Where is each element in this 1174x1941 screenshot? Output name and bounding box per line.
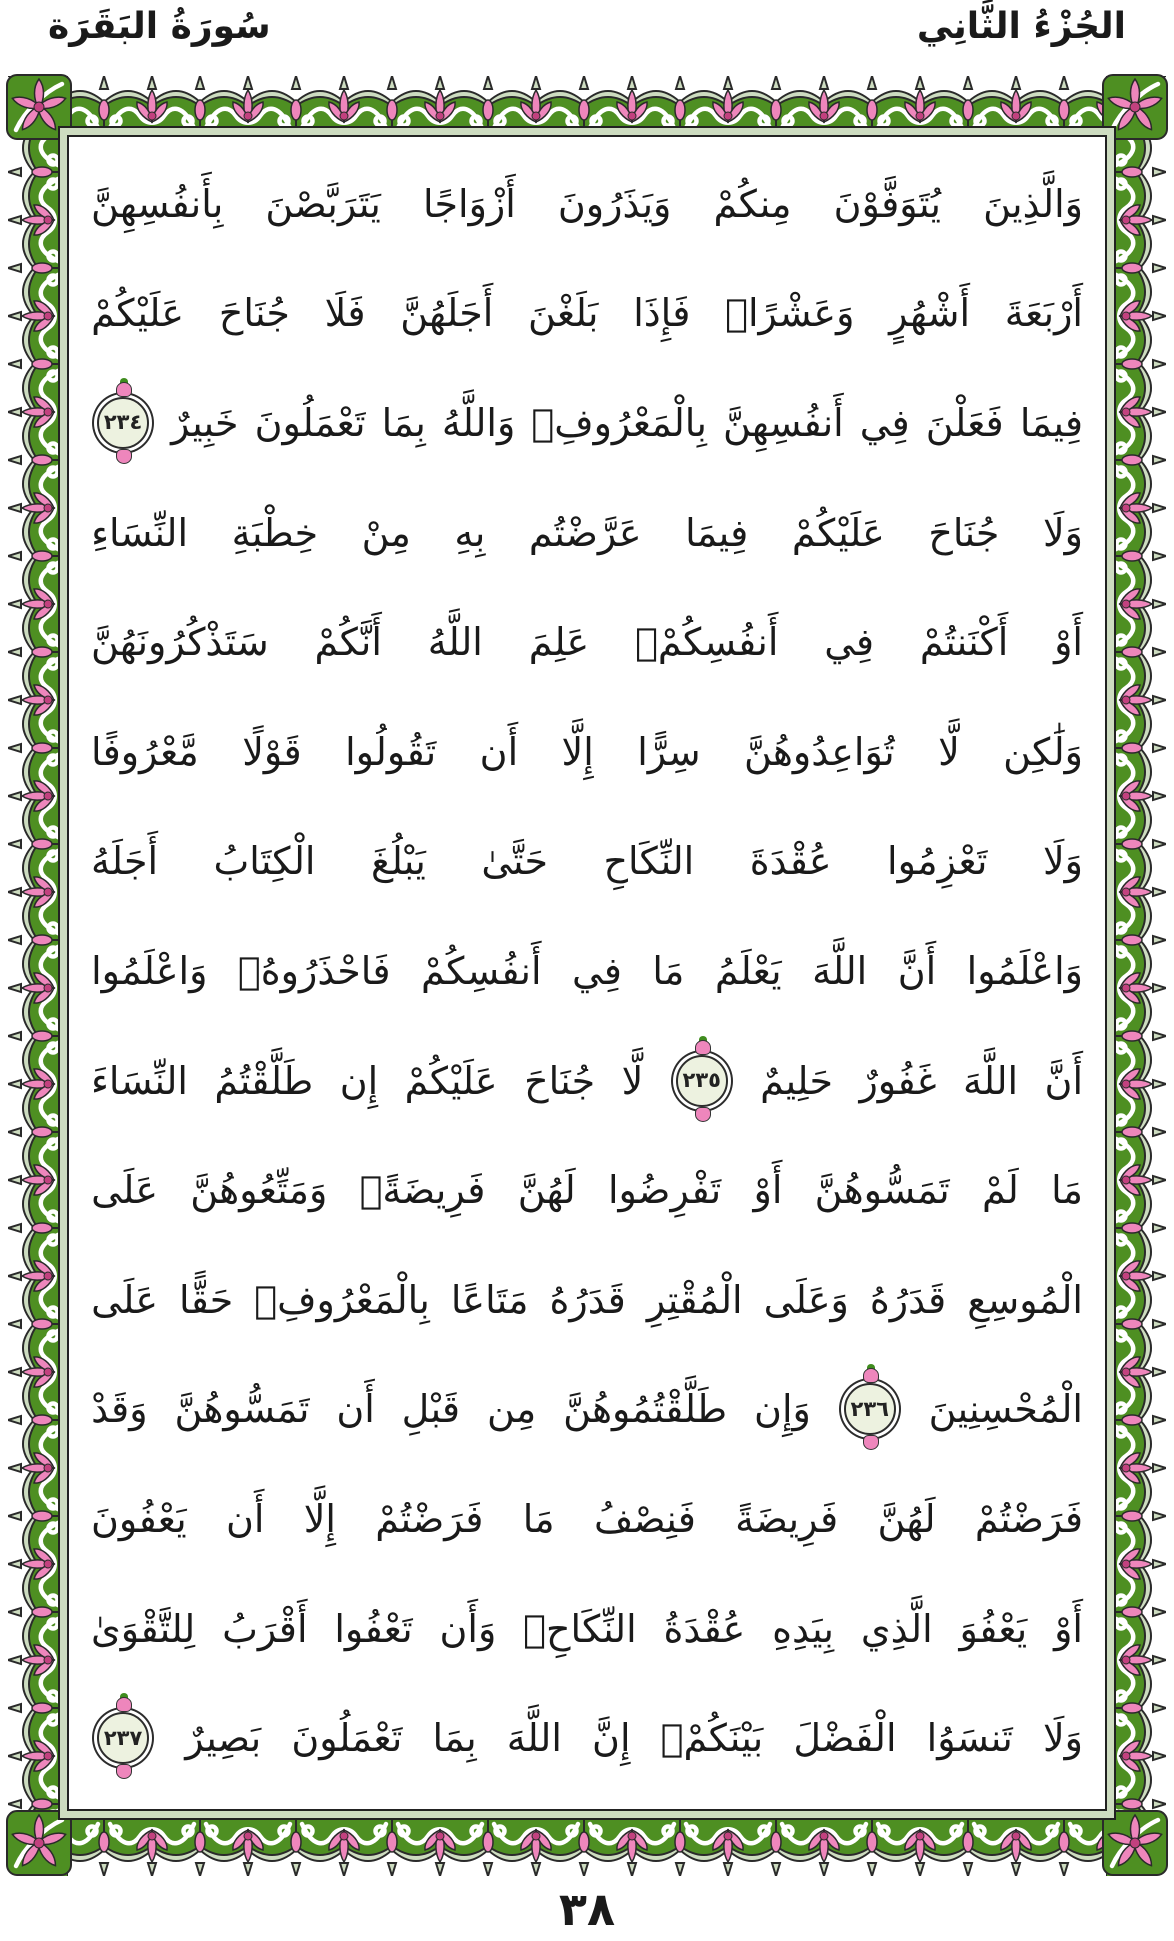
quran-word: وَالَّذِينَ — [983, 181, 1083, 226]
quran-word: مَا — [652, 948, 685, 993]
quran-word: تَفْرِضُوا — [607, 1168, 722, 1213]
quran-word: بَيْنَكُمْۚ — [660, 1716, 764, 1761]
quran-word: تَنسَوُا — [926, 1716, 1013, 1761]
quran-word: تَعْزِمُوا — [887, 839, 988, 884]
quran-word: وَأَن — [439, 1606, 497, 1651]
quran-word: يَعْلَمُ — [714, 948, 782, 993]
quran-word: بَلَغْنَ — [528, 291, 599, 336]
quran-word: أَرْبَعَةَ — [1004, 291, 1083, 336]
quran-word: عَلَيْكُمْ — [91, 291, 185, 336]
quran-word: الَّذِي — [860, 1606, 933, 1651]
quran-word: قَدَرُهُ — [869, 1277, 947, 1322]
quran-word: اللَّهَ — [812, 948, 868, 993]
quran-word: تَعْمَلُونَ — [254, 400, 366, 445]
quran-word: غَفُورٌ — [859, 1058, 937, 1103]
quran-word: مِنْ — [361, 510, 411, 555]
verse-end-marker — [844, 1383, 896, 1435]
quran-word: وَمَتِّعُوهُنَّ — [190, 1168, 328, 1213]
quran-word: يَتَرَبَّصْنَ — [265, 181, 381, 226]
quran-word: فَنِصْفُ — [593, 1496, 696, 1541]
quran-word: لِلتَّقْوَىٰ — [91, 1606, 196, 1651]
quran-word: أَقْرَبُ — [222, 1606, 308, 1651]
quran-word: أَنفُسِكُمْۚ — [635, 620, 779, 665]
quran-word: مِنكُمْ — [713, 181, 792, 226]
quran-word: الْكِتَابُ — [213, 839, 316, 884]
quran-word: النِّسَاءِ — [91, 510, 189, 555]
quran-line — [91, 916, 1083, 1026]
quran-word: فَرِيضَةًۚ — [359, 1168, 486, 1213]
quran-word: تَمَسُّوهُنَّ — [174, 1387, 310, 1432]
quran-word: حَقًّا — [179, 1277, 234, 1322]
quran-word: فَرِيضَةً — [735, 1496, 839, 1541]
quran-word: أَوْ — [753, 1168, 783, 1213]
quran-word: بِمَا — [381, 400, 426, 445]
quran-word: فِي — [859, 400, 910, 445]
quran-word: فَرَضْتُمْ — [375, 1496, 484, 1541]
quran-line — [91, 1355, 1083, 1465]
quran-word: بِالْمَعْرُوفِۗ — [531, 400, 707, 445]
quran-word: فَلَا — [324, 291, 366, 336]
quran-word: أَن — [225, 1496, 265, 1541]
quran-word: أَنفُسِهِنَّ — [723, 400, 844, 445]
quran-word: أَوْ — [1054, 620, 1083, 665]
quran-word: طَلَّقْتُمُ — [214, 1058, 314, 1103]
border-band-bottom — [8, 1816, 1166, 1876]
quran-word: مَتَاعًا — [450, 1277, 529, 1322]
page-number: ٣٨ — [558, 1882, 616, 1936]
quran-word: الْمُحْسِنِينَ — [928, 1387, 1083, 1432]
quran-line — [91, 1026, 1083, 1136]
quran-word: أَنفُسِكُمْ — [421, 948, 542, 993]
quran-lines — [91, 149, 1083, 1793]
quran-word: مَّعْرُوفًا — [91, 729, 199, 774]
quran-word: بِالْمَعْرُوفِۖ — [254, 1277, 430, 1322]
quran-word: وَيَذَرُونَ — [557, 181, 672, 226]
quran-word: بِهِ — [454, 510, 486, 555]
quran-word: لَهُنَّ — [877, 1496, 936, 1541]
quran-word: عَلِمَ — [528, 620, 590, 665]
quran-word: قَدَرُهُ — [549, 1277, 626, 1322]
quran-word: إِلَّا — [303, 1496, 336, 1541]
quran-word: لَّا — [621, 1058, 644, 1103]
quran-word: خَبِيرٌ — [171, 400, 239, 445]
quran-word: فَرَضْتُمْ — [974, 1496, 1083, 1541]
quran-word: أَجَلَهُ — [91, 839, 159, 884]
quran-word: اللَّهُ — [427, 620, 483, 665]
quran-word: مَا — [522, 1496, 555, 1541]
quran-line — [91, 1464, 1083, 1574]
quran-word: وَاعْلَمُوا — [91, 948, 208, 993]
quran-word: أَوْ — [1054, 1606, 1083, 1651]
quran-line — [91, 697, 1083, 807]
quran-word: عَلَى — [91, 1168, 158, 1213]
quran-word: تُوَاعِدُوهُنَّ — [743, 729, 895, 774]
quran-word: بَصِيرٌ — [185, 1716, 262, 1761]
quran-word: إِن — [339, 1058, 379, 1103]
quran-word: لَّا — [938, 729, 960, 774]
quran-word: بِأَنفُسِهِنَّ — [91, 181, 224, 226]
quran-word: إِنَّ — [592, 1716, 631, 1761]
quran-word: مِن — [486, 1387, 537, 1432]
quran-word: أَنَّ — [897, 948, 937, 993]
quran-word: أَشْهُرٍ — [889, 291, 971, 336]
quran-word: قَبْلِ — [401, 1387, 461, 1432]
juz-header: الجُزْءُ الثَّانِي — [916, 6, 1126, 47]
quran-word: لَمْ — [981, 1168, 1019, 1213]
quran-word: الْفَضْلَ — [793, 1716, 897, 1761]
quran-line — [91, 1683, 1083, 1793]
quran-word: اللَّهَ — [506, 1716, 562, 1761]
quran-word: النِّكَاحِ — [603, 839, 695, 884]
quran-word: وَقَدْ — [91, 1387, 148, 1432]
quran-word: وَلَٰكِن — [1003, 729, 1083, 774]
quran-word: تَعْمَلُونَ — [291, 1716, 403, 1761]
quran-word: تَقُولُوا — [345, 729, 437, 774]
surah-header: سُورَةُ البَقَرَة — [48, 6, 271, 47]
verse-number: ٢٣٧ — [103, 1725, 143, 1750]
quran-word: لَهُنَّ — [517, 1168, 576, 1213]
verse-number: ٢٣٦ — [850, 1396, 889, 1421]
quran-word: وَإِن — [754, 1387, 811, 1432]
quran-word: فِيمَا — [1019, 400, 1083, 445]
quran-word: بِيَدِهِ — [772, 1606, 834, 1651]
quran-word: يَعْفُونَ — [91, 1496, 187, 1541]
quran-word: أَنَّكُمْ — [314, 620, 382, 665]
quran-word: تَمَسُّوهُنَّ — [814, 1168, 950, 1213]
quran-word: أَكْنَنتُمْ — [919, 620, 1009, 665]
quran-word: النِّكَاحِۚ — [523, 1606, 637, 1651]
quran-word: عُقْدَةَ — [749, 839, 832, 884]
quran-line — [91, 1135, 1083, 1245]
quran-word: عَلَيْكُمْ — [404, 1058, 498, 1103]
quran-word: عُقْدَةُ — [663, 1606, 746, 1651]
quran-word: حَتَّىٰ — [481, 839, 549, 884]
quran-word: جُنَاحَ — [928, 510, 1000, 555]
quran-word: يَعْفُوَ — [959, 1606, 1028, 1651]
quran-word: أَن — [336, 1387, 375, 1432]
quran-word: وَاعْلَمُوا — [966, 948, 1083, 993]
quran-word: سَتَذْكُرُونَهُنَّ — [91, 620, 269, 665]
quran-word: وَلَا — [1042, 510, 1083, 555]
verse-end-marker — [97, 397, 149, 449]
quran-line — [91, 1574, 1083, 1684]
quran-word: فَإِذَا — [633, 291, 691, 336]
quran-word: جُنَاحَ — [524, 1058, 596, 1103]
quran-word: سِرًّا — [637, 729, 701, 774]
quran-line — [91, 259, 1083, 369]
quran-word: يَبْلُغَ — [371, 839, 426, 884]
quran-word: مَا — [1051, 1168, 1083, 1213]
quran-word: النِّسَاءَ — [91, 1058, 188, 1103]
quran-word: قَوْلًا — [242, 729, 302, 774]
quran-line — [91, 368, 1083, 478]
quran-word: فِي — [824, 620, 875, 665]
quran-word: فَعَلْنَ — [925, 400, 1004, 445]
quran-line — [91, 478, 1083, 588]
inner-frame — [58, 126, 1116, 1820]
verse-end-marker — [676, 1055, 728, 1107]
quran-word: فِي — [572, 948, 622, 993]
quran-word: أَزْوَاجًا — [422, 181, 516, 226]
quran-word: اللَّهَ — [962, 1058, 1019, 1103]
quran-word: تَعْفُوا — [334, 1606, 413, 1651]
verse-end-marker — [97, 1712, 149, 1764]
quran-word: أَجَلَهُنَّ — [400, 291, 494, 336]
quran-word: أَن — [479, 729, 519, 774]
quran-word: جُنَاحَ — [218, 291, 290, 336]
quran-word: عَلَى — [91, 1277, 159, 1322]
verse-number: ٢٣٤ — [103, 410, 143, 435]
quran-word: عَلَيْكُمْ — [791, 510, 885, 555]
quran-line — [91, 1245, 1083, 1355]
verse-number: ٢٣٥ — [682, 1068, 721, 1093]
quran-line — [91, 587, 1083, 697]
quran-word: حَلِيمٌ — [760, 1058, 833, 1103]
quran-line — [91, 807, 1083, 917]
quran-word: طَلَّقْتُمُوهُنَّ — [563, 1387, 728, 1432]
quran-word: بِمَا — [432, 1716, 477, 1761]
quran-word: وَعَشْرًاۖ — [725, 291, 855, 336]
quran-word: الْمُوسِعِ — [967, 1277, 1083, 1322]
quran-word: عَرَّضْتُم — [528, 510, 642, 555]
quran-word: الْمُقْتِرِ — [646, 1277, 743, 1322]
quran-word: خِطْبَةِ — [231, 510, 319, 555]
quran-word: أَنَّ — [1044, 1058, 1083, 1103]
quran-word: إِلَّا — [561, 729, 594, 774]
quran-word: وَلَا — [1042, 1716, 1083, 1761]
quran-word: وَاللَّهُ — [441, 400, 516, 445]
quran-word: وَعَلَى — [763, 1277, 849, 1322]
quran-line — [91, 149, 1083, 259]
quran-word: وَلَا — [1042, 839, 1083, 884]
quran-word: فَاحْذَرُوهُۚ — [237, 948, 391, 993]
text-area — [67, 135, 1107, 1811]
quran-word: فِيمَا — [685, 510, 749, 555]
quran-word: يُتَوَفَّوْنَ — [833, 181, 941, 226]
